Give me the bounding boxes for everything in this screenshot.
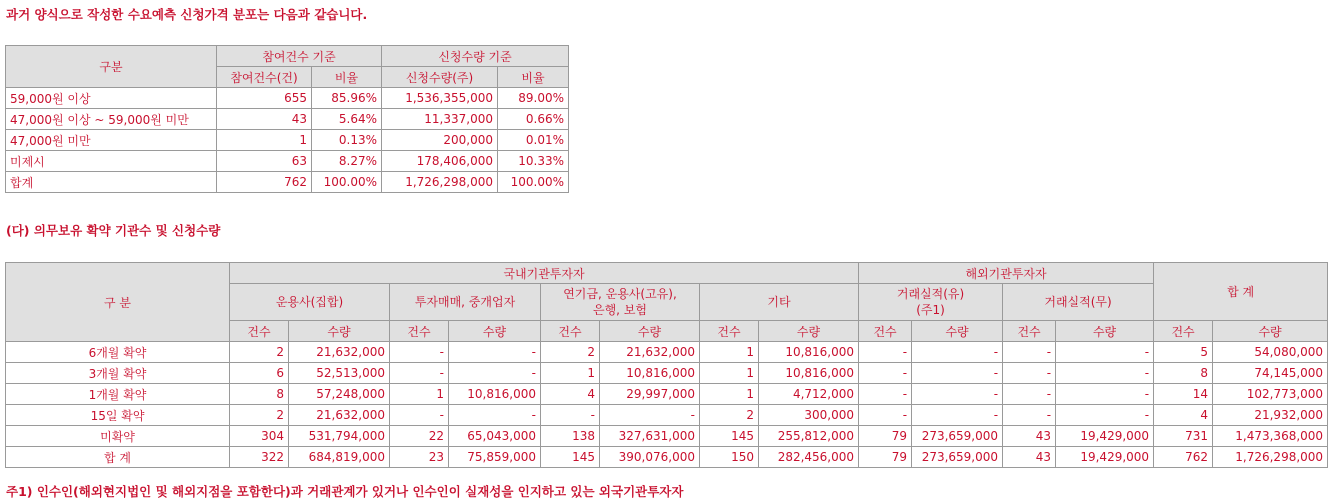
header-quantity: 수량 <box>759 321 859 342</box>
count-cell: 14 <box>1154 384 1213 405</box>
count-cell: - <box>390 405 449 426</box>
row-label: 6개월 확약 <box>6 342 230 363</box>
count-cell: - <box>859 342 912 363</box>
ratio-cell: 5.64% <box>312 109 382 130</box>
table-row <box>6 109 569 130</box>
ratio-cell: 100.00% <box>312 172 382 193</box>
count-cell: 8 <box>1154 363 1213 384</box>
row-label: 합계 <box>6 172 217 193</box>
quantity-cell: 1,726,298,000 <box>382 172 498 193</box>
lockup-commitment-table <box>5 262 1328 468</box>
header-gubun: 구분 <box>6 46 217 88</box>
count-cell: 6 <box>230 363 289 384</box>
count-cell: 145 <box>700 426 759 447</box>
quantity-cell: 75,859,000 <box>449 447 541 468</box>
quantity-cell: 1,536,355,000 <box>382 88 498 109</box>
header-count: 건수 <box>541 321 600 342</box>
count-cell: 2 <box>230 405 289 426</box>
quantity-cell: 11,337,000 <box>382 109 498 130</box>
header-ratio: 비율 <box>312 67 382 88</box>
ratio-cell: 89.00% <box>498 88 569 109</box>
count-cell: 2 <box>541 342 600 363</box>
quantity-cell: 300,000 <box>759 405 859 426</box>
row-label: 3개월 확약 <box>6 363 230 384</box>
table-row <box>6 426 1328 447</box>
quantity-cell: - <box>912 405 1003 426</box>
quantity-cell: 282,456,000 <box>759 447 859 468</box>
quantity-cell: 327,631,000 <box>600 426 700 447</box>
quantity-cell: 10,816,000 <box>600 363 700 384</box>
quantity-cell: 1,473,368,000 <box>1213 426 1328 447</box>
table-row <box>6 384 1328 405</box>
row-label: 47,000원 이상 ~ 59,000원 미만 <box>6 109 217 130</box>
quantity-cell: - <box>600 405 700 426</box>
header-gubun: 구 분 <box>6 263 230 342</box>
count-cell: 1 <box>217 130 312 151</box>
count-cell: 1 <box>700 342 759 363</box>
ratio-cell: 10.33% <box>498 151 569 172</box>
table-row <box>6 130 569 151</box>
header-quantity: 수량 <box>912 321 1003 342</box>
quantity-cell: 65,043,000 <box>449 426 541 447</box>
row-label: 1개월 확약 <box>6 384 230 405</box>
header-count: 건수 <box>700 321 759 342</box>
quantity-cell: 390,076,000 <box>600 447 700 468</box>
header-total: 합 계 <box>1154 263 1328 321</box>
table-row <box>6 447 1328 468</box>
header-broker: 투자매매, 중개업자 <box>390 284 541 321</box>
quantity-cell: 57,248,000 <box>289 384 390 405</box>
header-count: 건수 <box>230 321 289 342</box>
quantity-cell: 10,816,000 <box>759 342 859 363</box>
count-cell: 322 <box>230 447 289 468</box>
count-cell: 63 <box>217 151 312 172</box>
quantity-cell: 21,632,000 <box>600 342 700 363</box>
quantity-cell: 54,080,000 <box>1213 342 1328 363</box>
table-row <box>6 172 569 193</box>
count-cell: 1 <box>700 384 759 405</box>
count-cell: - <box>541 405 600 426</box>
quantity-cell: 52,513,000 <box>289 363 390 384</box>
table-row <box>6 88 569 109</box>
quantity-cell: - <box>449 405 541 426</box>
count-cell: 22 <box>390 426 449 447</box>
count-cell: - <box>859 363 912 384</box>
count-cell: 655 <box>217 88 312 109</box>
count-cell: 43 <box>1003 447 1056 468</box>
quantity-cell: - <box>1056 363 1154 384</box>
quantity-cell: 273,659,000 <box>912 447 1003 468</box>
quantity-cell: - <box>912 342 1003 363</box>
count-cell: 1 <box>700 363 759 384</box>
ratio-cell: 0.01% <box>498 130 569 151</box>
count-cell: - <box>1003 342 1056 363</box>
ratio-cell: 0.66% <box>498 109 569 130</box>
header-quantity: 수량 <box>1213 321 1328 342</box>
header-ratio: 비율 <box>498 67 569 88</box>
header-domestic-institutions: 국내기관투자자 <box>230 263 859 284</box>
count-cell: - <box>859 405 912 426</box>
count-cell: 150 <box>700 447 759 468</box>
count-cell: 23 <box>390 447 449 468</box>
count-cell: 5 <box>1154 342 1213 363</box>
count-cell: - <box>1003 363 1056 384</box>
table-row <box>6 151 569 172</box>
count-cell: 1 <box>541 363 600 384</box>
quantity-cell: - <box>912 384 1003 405</box>
header-quantity-basis: 신청수량 기준 <box>382 46 569 67</box>
row-label: 미확약 <box>6 426 230 447</box>
quantity-cell: 1,726,298,000 <box>1213 447 1328 468</box>
header-quantity: 수량 <box>289 321 390 342</box>
quantity-cell: 531,794,000 <box>289 426 390 447</box>
header-pension-line1: 연기금, 운용사(고유), <box>563 287 677 301</box>
price-distribution-table <box>5 45 569 193</box>
header-count: 건수 <box>390 321 449 342</box>
count-cell: 43 <box>1003 426 1056 447</box>
header-count: 참여건수(건) <box>217 67 312 88</box>
count-cell: 138 <box>541 426 600 447</box>
ratio-cell: 100.00% <box>498 172 569 193</box>
quantity-cell: - <box>912 363 1003 384</box>
quantity-cell: - <box>1056 384 1154 405</box>
footnote: 주1) 인수인(해외현지법인 및 해외지점을 포함한다)과 거래관계가 있거나 인수인이 실재성을 인지하고 있는 외국기관투자자 <box>6 484 684 499</box>
ratio-cell: 8.27% <box>312 151 382 172</box>
row-label: 미제시 <box>6 151 217 172</box>
header-count: 건수 <box>1003 321 1056 342</box>
section-title: 과거 양식으로 작성한 수요예측 신청가격 분포는 다음과 같습니다. <box>6 7 368 22</box>
header-foreign-institutions: 해외기관투자자 <box>859 263 1154 284</box>
ratio-cell: 0.13% <box>312 130 382 151</box>
quantity-cell: 21,632,000 <box>289 405 390 426</box>
count-cell: 304 <box>230 426 289 447</box>
header-quantity: 수량 <box>449 321 541 342</box>
table-row <box>6 342 1328 363</box>
row-label: 59,000원 이상 <box>6 88 217 109</box>
quantity-cell: 19,429,000 <box>1056 447 1154 468</box>
quantity-cell: - <box>449 342 541 363</box>
quantity-cell: - <box>1056 405 1154 426</box>
header-quantity: 수량 <box>1056 321 1154 342</box>
count-cell: - <box>1003 405 1056 426</box>
header-count: 건수 <box>1154 321 1213 342</box>
count-cell: 79 <box>859 447 912 468</box>
quantity-cell: 684,819,000 <box>289 447 390 468</box>
count-cell: 145 <box>541 447 600 468</box>
quantity-cell: 102,773,000 <box>1213 384 1328 405</box>
quantity-cell: 29,997,000 <box>600 384 700 405</box>
header-participation-basis: 참여건수 기준 <box>217 46 382 67</box>
quantity-cell: 4,712,000 <box>759 384 859 405</box>
quantity-cell: 178,406,000 <box>382 151 498 172</box>
table-row <box>6 405 1328 426</box>
quantity-cell: - <box>449 363 541 384</box>
row-label: 합 계 <box>6 447 230 468</box>
header-pension <box>541 284 700 321</box>
count-cell: 4 <box>1154 405 1213 426</box>
header-foreign-with-record <box>859 284 1003 321</box>
header-fa-line2: (주1) <box>916 303 945 317</box>
count-cell: 8 <box>230 384 289 405</box>
quantity-cell: 21,932,000 <box>1213 405 1328 426</box>
count-cell: - <box>390 342 449 363</box>
count-cell: 2 <box>230 342 289 363</box>
table2-body <box>6 342 1328 468</box>
count-cell: - <box>390 363 449 384</box>
header-quantity: 신청수량(주) <box>382 67 498 88</box>
ratio-cell: 85.96% <box>312 88 382 109</box>
quantity-cell: 10,816,000 <box>759 363 859 384</box>
count-cell: 1 <box>390 384 449 405</box>
row-label: 15일 확약 <box>6 405 230 426</box>
count-cell: 2 <box>700 405 759 426</box>
row-label: 47,000원 미만 <box>6 130 217 151</box>
count-cell: 4 <box>541 384 600 405</box>
header-asset-manager: 운용사(집합) <box>230 284 390 321</box>
header-count: 건수 <box>859 321 912 342</box>
count-cell: 731 <box>1154 426 1213 447</box>
header-quantity: 수량 <box>600 321 700 342</box>
quantity-cell: 255,812,000 <box>759 426 859 447</box>
count-cell: 79 <box>859 426 912 447</box>
count-cell: - <box>859 384 912 405</box>
lockup-section-title: (다) 의무보유 확약 기관수 및 신청수량 <box>6 223 221 238</box>
quantity-cell: 200,000 <box>382 130 498 151</box>
quantity-cell: - <box>1056 342 1154 363</box>
header-fa-line1: 거래실적(유) <box>896 287 965 301</box>
quantity-cell: 19,429,000 <box>1056 426 1154 447</box>
count-cell: 762 <box>217 172 312 193</box>
table1-body <box>6 88 569 193</box>
quantity-cell: 21,632,000 <box>289 342 390 363</box>
quantity-cell: 273,659,000 <box>912 426 1003 447</box>
header-pension-line2: 은행, 보험 <box>593 303 647 317</box>
count-cell: - <box>1003 384 1056 405</box>
quantity-cell: 10,816,000 <box>449 384 541 405</box>
table-row <box>6 363 1328 384</box>
header-foreign-without-record: 거래실적(무) <box>1003 284 1154 321</box>
header-other: 기타 <box>700 284 859 321</box>
count-cell: 762 <box>1154 447 1213 468</box>
quantity-cell: 74,145,000 <box>1213 363 1328 384</box>
count-cell: 43 <box>217 109 312 130</box>
